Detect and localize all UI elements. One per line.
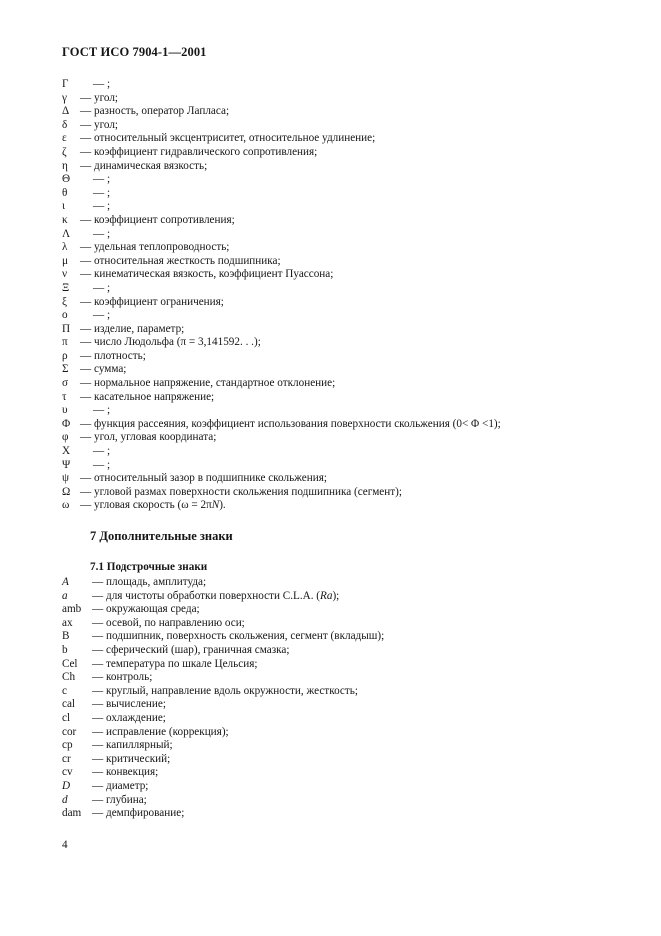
definition: демпфирование; — [106, 807, 185, 820]
dash: — — [80, 268, 92, 281]
dash: — — [80, 485, 92, 498]
definition: окружающая среда; — [106, 603, 200, 616]
symbol-row — [62, 160, 622, 174]
subsection-heading: 7.1 Подстрочные знаки — [90, 561, 208, 573]
dash: — — [80, 159, 92, 172]
definition: критический; — [106, 752, 171, 765]
dash: — — [93, 227, 105, 240]
symbol-row — [62, 214, 622, 228]
symbol-row — [62, 105, 622, 119]
symbol-row — [62, 630, 622, 644]
definition: подшипник, поверхность скольжения, сегмент (вкладыш); — [106, 630, 385, 643]
symbol-row — [62, 603, 622, 617]
symbol-row — [62, 486, 622, 500]
definition: сферический (шар), граничная смазка; — [106, 643, 290, 656]
definition: ; — [107, 404, 111, 417]
symbol: λ — [62, 241, 68, 254]
definition: ; — [107, 200, 111, 213]
definition: нормальное напряжение, стандартное отклонение; — [94, 377, 336, 390]
symbol-row — [62, 698, 622, 712]
definition: относительная жесткость подшипника; — [94, 254, 281, 267]
symbol: ρ — [62, 349, 68, 362]
definition: относительный эксцентриситет, относительное удлинение; — [94, 132, 376, 145]
definition: относительный зазор в подшипнике скольжения; — [94, 472, 327, 485]
dash: — — [80, 417, 92, 430]
symbol-row — [62, 644, 622, 658]
definition: капиллярный; — [106, 739, 173, 752]
symbol-row — [62, 726, 622, 740]
definition: ; — [107, 309, 111, 322]
definition: осевой, по направлению оси; — [106, 616, 245, 629]
symbol: ζ — [62, 145, 67, 158]
symbol-row — [62, 146, 622, 160]
symbol-row — [62, 685, 622, 699]
symbol: Ξ — [62, 281, 70, 294]
symbol: ν — [62, 268, 68, 281]
definition: плотность; — [94, 349, 146, 362]
symbol-row — [62, 323, 622, 337]
symbol: cv — [62, 766, 73, 779]
symbol: b — [62, 643, 68, 656]
dash: — — [93, 404, 105, 417]
definition: касательное напряжение; — [94, 390, 215, 403]
definition: сумма; — [94, 363, 127, 376]
definition: глубина; — [106, 793, 147, 806]
symbol: ξ — [62, 295, 67, 308]
symbol-row — [62, 499, 622, 513]
subscript-symbol-list — [62, 576, 622, 821]
symbol: μ — [62, 254, 68, 267]
symbol-row — [62, 780, 622, 794]
definition: ; — [107, 458, 111, 471]
dash: — — [92, 779, 104, 792]
dash: — — [80, 322, 92, 335]
definition: угол, угловая координата; — [94, 431, 217, 444]
definition: коэффициент гидравлического сопротивления; — [94, 145, 318, 158]
symbol-row — [62, 187, 622, 201]
symbol-row — [62, 617, 622, 631]
dash: — — [80, 91, 92, 104]
symbol-row — [62, 132, 622, 146]
dash: — — [80, 377, 92, 390]
symbol: cor — [62, 725, 77, 738]
greek-symbol-list — [62, 78, 622, 513]
definition: коэффициент сопротивления; — [94, 213, 235, 226]
symbol: Π — [62, 322, 71, 335]
dash: — — [80, 472, 92, 485]
symbol-row — [62, 766, 622, 780]
dash: — — [80, 363, 92, 376]
symbol: κ — [62, 213, 68, 226]
symbol: Θ — [62, 173, 71, 186]
symbol: σ — [62, 377, 69, 390]
symbol: ax — [62, 616, 73, 629]
definition: конвекция; — [106, 766, 159, 779]
symbol: Ψ — [62, 458, 71, 471]
symbol: d — [62, 793, 68, 806]
symbol: cl — [62, 711, 71, 724]
symbol-row — [62, 391, 622, 405]
symbol: B — [62, 630, 70, 643]
dash: — — [93, 445, 105, 458]
dash: — — [92, 643, 104, 656]
symbol: ω — [62, 499, 70, 512]
document-header: ГОСТ ИСО 7904-1—2001 — [62, 45, 207, 59]
definition: угловой размах поверхности скольжения подшипника (сегмент); — [94, 485, 402, 498]
symbol-row — [62, 658, 622, 672]
symbol: cp — [62, 739, 73, 752]
symbol: Σ — [62, 363, 69, 376]
definition: динамическая вязкость; — [94, 159, 208, 172]
dash: — — [92, 711, 104, 724]
dash: — — [92, 671, 104, 684]
definition: ; — [107, 445, 111, 458]
dash: — — [80, 295, 92, 308]
dash: — — [80, 336, 92, 349]
definition: круглый, направление вдоль окружности, жесткость; — [106, 684, 359, 697]
symbol: υ — [62, 404, 68, 417]
dash: — — [92, 657, 104, 670]
symbol: ψ — [62, 472, 70, 485]
dash: — — [80, 132, 92, 145]
symbol: D — [62, 779, 71, 792]
definition: диаметр; — [106, 779, 149, 792]
definition: ; — [107, 186, 111, 199]
symbol-row — [62, 590, 622, 604]
dash: — — [92, 698, 104, 711]
symbol-row — [62, 363, 622, 377]
symbol-row — [62, 336, 622, 350]
dash: — — [92, 616, 104, 629]
symbol: Λ — [62, 227, 71, 240]
symbol-row — [62, 576, 622, 590]
symbol-row — [62, 377, 622, 391]
dash: — — [80, 499, 92, 512]
symbol-row — [62, 255, 622, 269]
symbol: cr — [62, 752, 71, 765]
symbol: Χ — [62, 445, 71, 458]
symbol-row — [62, 712, 622, 726]
symbol-row — [62, 404, 622, 418]
definition: угол; — [94, 118, 119, 131]
symbol: amb — [62, 603, 82, 616]
symbol: Γ — [62, 78, 69, 90]
dash: — — [93, 200, 105, 213]
definition: ; — [107, 78, 111, 90]
symbol-row — [62, 445, 622, 459]
symbol: Φ — [62, 417, 71, 430]
symbol: δ — [62, 118, 68, 131]
dash: — — [93, 186, 105, 199]
symbol-row — [62, 78, 622, 92]
page-number: 4 — [62, 839, 68, 851]
definition: разность, оператор Лапласа; — [94, 105, 230, 118]
dash: — — [80, 431, 92, 444]
symbol: π — [62, 336, 68, 349]
dash: — — [80, 145, 92, 158]
definition: охлаждение; — [106, 711, 166, 724]
dash: — — [92, 725, 104, 738]
definition: для чистоты обработки поверхности C.L.A. (Ra); — [106, 589, 340, 602]
dash: — — [93, 78, 105, 90]
definition: функция рассеяния, коэффициент использования поверхности скольжения (0< Φ <1); — [94, 417, 501, 430]
definition: температура по шкале Цельсия; — [106, 657, 258, 670]
symbol-row — [62, 418, 622, 432]
symbol: φ — [62, 431, 69, 444]
dash: — — [80, 349, 92, 362]
symbol: η — [62, 159, 68, 172]
symbol: θ — [62, 186, 68, 199]
definition: вычисление; — [106, 698, 166, 711]
dash: — — [80, 254, 92, 267]
symbol-row — [62, 309, 622, 323]
symbol-row — [62, 228, 622, 242]
symbol-row — [62, 671, 622, 685]
symbol-row — [62, 807, 622, 821]
symbol: Ch — [62, 671, 76, 684]
definition: ; — [107, 173, 111, 186]
symbol: Cel — [62, 657, 78, 670]
dash: — — [80, 213, 92, 226]
definition: коэффициент ограничения; — [94, 295, 224, 308]
definition: число Людольфа (π = 3,141592. . .); — [94, 336, 261, 349]
symbol: a — [62, 589, 68, 602]
dash: — — [93, 281, 105, 294]
dash: — — [92, 630, 104, 643]
section-heading: 7 Дополнительные знаки — [90, 529, 233, 543]
dash: — — [92, 576, 104, 588]
dash: — — [92, 739, 104, 752]
dash: — — [80, 390, 92, 403]
symbol: Ω — [62, 485, 71, 498]
symbol-row — [62, 268, 622, 282]
symbol-row — [62, 92, 622, 106]
dash: — — [92, 603, 104, 616]
symbol-row — [62, 459, 622, 473]
symbol-row — [62, 739, 622, 753]
symbol: Δ — [62, 105, 70, 118]
definition: угол; — [94, 91, 119, 104]
definition: контроль; — [106, 671, 153, 684]
dash: — — [80, 118, 92, 131]
definition: кинематическая вязкость, коэффициент Пуассона; — [94, 268, 334, 281]
dash: — — [92, 766, 104, 779]
definition: изделие, параметр; — [94, 322, 185, 335]
symbol-row — [62, 350, 622, 364]
dash: — — [92, 752, 104, 765]
symbol-row — [62, 296, 622, 310]
symbol: ο — [62, 309, 68, 322]
dash: — — [80, 105, 92, 118]
definition: ; — [107, 281, 111, 294]
definition: угловая скорость (ω = 2πN). — [94, 499, 226, 512]
dash: — — [93, 173, 105, 186]
definition: удельная теплопроводность; — [94, 241, 230, 254]
symbol: c — [62, 684, 67, 697]
symbol-row — [62, 173, 622, 187]
symbol-row — [62, 753, 622, 767]
dash: — — [93, 458, 105, 471]
symbol: cal — [62, 698, 76, 711]
dash: — — [92, 589, 104, 602]
dash: — — [80, 241, 92, 254]
symbol-row — [62, 472, 622, 486]
symbol: dam — [62, 807, 82, 820]
dash: — — [92, 807, 104, 820]
dash: — — [93, 309, 105, 322]
symbol: A — [62, 576, 69, 588]
definition: площадь, амплитуда; — [106, 576, 207, 588]
dash: — — [92, 793, 104, 806]
definition: исправление (коррекция); — [106, 725, 229, 738]
symbol: γ — [62, 91, 67, 104]
definition: ; — [107, 227, 111, 240]
symbol: ε — [62, 132, 67, 145]
symbol-row — [62, 282, 622, 296]
symbol-row — [62, 431, 622, 445]
symbol: ι — [62, 200, 66, 213]
symbol-row — [62, 794, 622, 808]
symbol-row — [62, 200, 622, 214]
dash: — — [92, 684, 104, 697]
symbol: τ — [62, 390, 67, 403]
symbol-row — [62, 241, 622, 255]
symbol-row — [62, 119, 622, 133]
